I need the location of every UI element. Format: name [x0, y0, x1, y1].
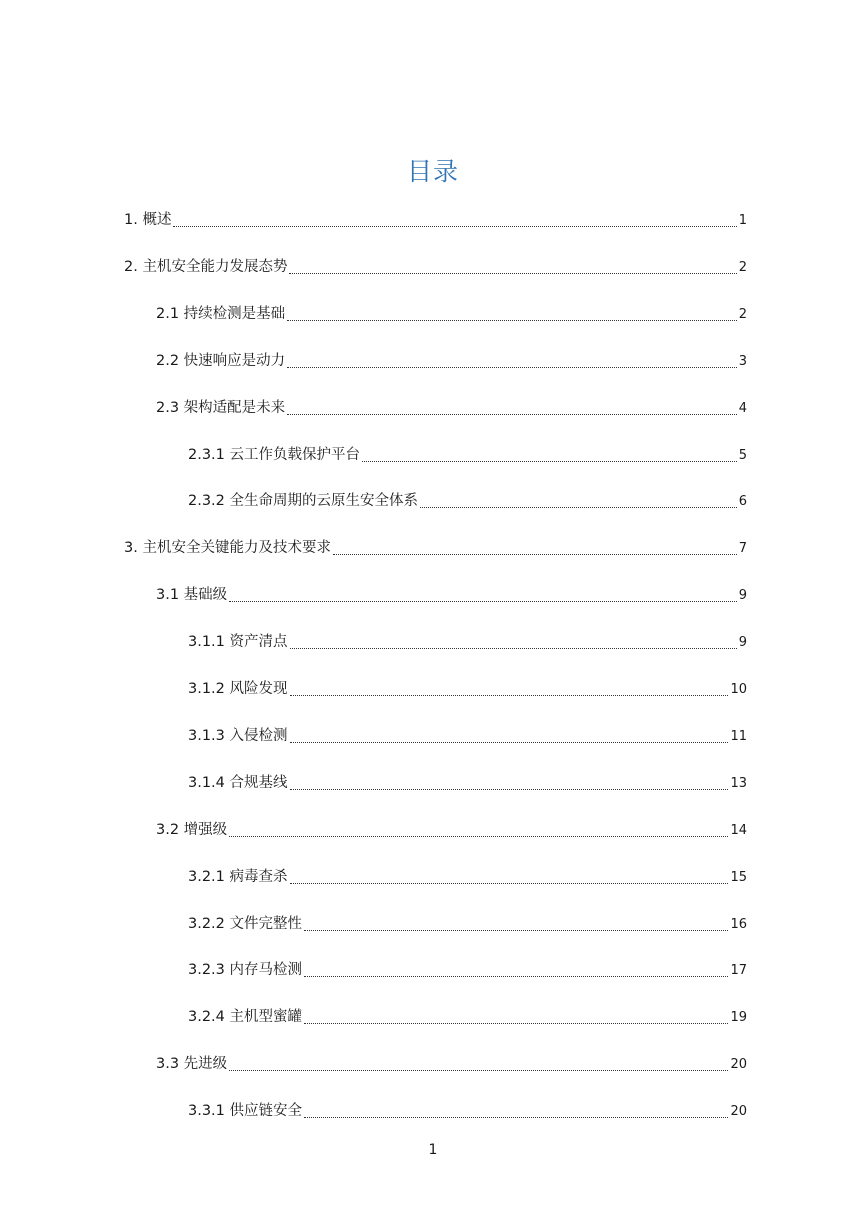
toc-entry[interactable] — [188, 489, 747, 513]
toc-entry[interactable] — [188, 677, 747, 701]
toc-entry-label: 3.1.4 合规基线 — [188, 774, 288, 791]
toc-entry-page: 19 — [730, 1010, 747, 1026]
toc-entry[interactable] — [156, 349, 747, 373]
toc-dot-leader — [289, 272, 736, 274]
toc-entry-label: 1. 概述 — [124, 212, 172, 228]
toc-entry-page: 9 — [738, 635, 747, 651]
toc-entry-label: 3.2.3 内存马检测 — [188, 962, 303, 979]
toc-dot-leader — [304, 975, 728, 977]
toc-entry[interactable] — [124, 536, 747, 560]
toc-entry-label: 3.3 先进级 — [156, 1056, 228, 1073]
toc-dot-leader — [287, 413, 737, 415]
toc-entry-label: 3.3.1 供应链安全 — [188, 1103, 303, 1120]
toc-entry[interactable] — [156, 818, 747, 842]
toc-entry[interactable] — [156, 396, 747, 420]
toc-entry-label: 3.1.3 入侵检测 — [188, 727, 288, 744]
toc-entry[interactable] — [188, 724, 747, 748]
toc-entry[interactable] — [124, 255, 747, 279]
toc-dot-leader — [304, 1116, 728, 1118]
toc-dot-leader — [304, 929, 728, 931]
toc-entry[interactable] — [156, 583, 747, 607]
toc-dot-leader — [229, 1069, 728, 1071]
toc-entry[interactable] — [188, 912, 747, 936]
toc-entry-page: 20 — [730, 1104, 747, 1120]
toc-dot-leader — [290, 694, 729, 696]
toc-entry-page: 10 — [730, 682, 747, 697]
toc-entry[interactable] — [188, 1099, 747, 1123]
toc-entry[interactable] — [156, 1052, 747, 1076]
toc-dot-leader — [333, 553, 737, 555]
toc-entry-label: 2.1 持续检测是基础 — [156, 305, 286, 322]
toc-entry[interactable] — [188, 630, 747, 654]
toc-entry-page: 16 — [730, 916, 747, 932]
toc-entry-label: 3.2.2 文件完整性 — [188, 915, 303, 932]
toc-entry-page: 1 — [738, 213, 747, 228]
toc-entry-label: 2.2 快速响应是动力 — [156, 352, 286, 369]
toc-entry-page: 15 — [730, 869, 747, 885]
toc-entry[interactable] — [188, 771, 747, 795]
toc-entry-page: 17 — [730, 963, 747, 979]
toc-entry[interactable] — [124, 208, 747, 232]
toc-dot-leader — [173, 225, 736, 227]
toc-entry-label: 3.1.1 资产清点 — [188, 634, 288, 651]
toc-entry-label: 3.2 增强级 — [156, 821, 228, 838]
toc-entry-label: 3. 主机安全关键能力及技术要求 — [124, 540, 331, 557]
toc-entry-page: 2 — [738, 306, 747, 322]
toc-entry-page: 4 — [738, 400, 747, 416]
toc-entry-label: 3.1 基础级 — [156, 587, 228, 604]
toc-entry[interactable] — [188, 443, 747, 467]
toc-dot-leader — [229, 600, 737, 602]
toc-dot-leader — [290, 882, 729, 884]
toc-dot-leader — [290, 741, 729, 743]
toc-entry-label: 3.2.4 主机型蜜罐 — [188, 1009, 303, 1026]
toc-dot-leader — [362, 460, 737, 462]
toc-dot-leader — [229, 835, 728, 837]
toc-entry-label: 2.3 架构适配是未来 — [156, 399, 286, 416]
toc-entry-page: 6 — [738, 494, 747, 510]
toc-entry-page: 11 — [730, 728, 747, 744]
toc-entry[interactable] — [156, 302, 747, 326]
toc-dot-leader — [287, 319, 737, 321]
toc-title: 目录 — [406, 157, 459, 186]
toc-entry-label: 2.3.2 全生命周期的云原生安全体系 — [188, 493, 419, 510]
toc-entry-label: 2. 主机安全能力发展态势 — [124, 258, 288, 275]
toc-dot-leader — [290, 647, 737, 649]
page-number: 1 — [428, 1142, 438, 1158]
toc-entry-page: 3 — [738, 353, 747, 369]
toc-entry-page: 14 — [730, 822, 747, 838]
toc-entry-label: 2.3.1 云工作负载保护平台 — [188, 446, 361, 463]
toc-entry-page: 9 — [738, 588, 747, 604]
toc-entry-page: 20 — [730, 1057, 747, 1073]
toc-entry-page: 7 — [738, 541, 747, 557]
toc-entry-page: 13 — [730, 775, 747, 791]
toc-entry-label: 3.1.2 风险发现 — [188, 681, 288, 697]
toc-entry-page: 5 — [738, 447, 747, 463]
toc-entry-label: 3.2.1 病毒查杀 — [188, 868, 288, 885]
toc-entry[interactable] — [188, 865, 747, 889]
toc-entry-page: 2 — [738, 259, 747, 275]
toc-dot-leader — [290, 788, 729, 790]
toc-dot-leader — [420, 506, 737, 508]
toc-dot-leader — [287, 366, 737, 368]
toc-entry[interactable] — [188, 1005, 747, 1029]
toc-dot-leader — [304, 1022, 728, 1024]
toc-entry[interactable] — [188, 958, 747, 982]
